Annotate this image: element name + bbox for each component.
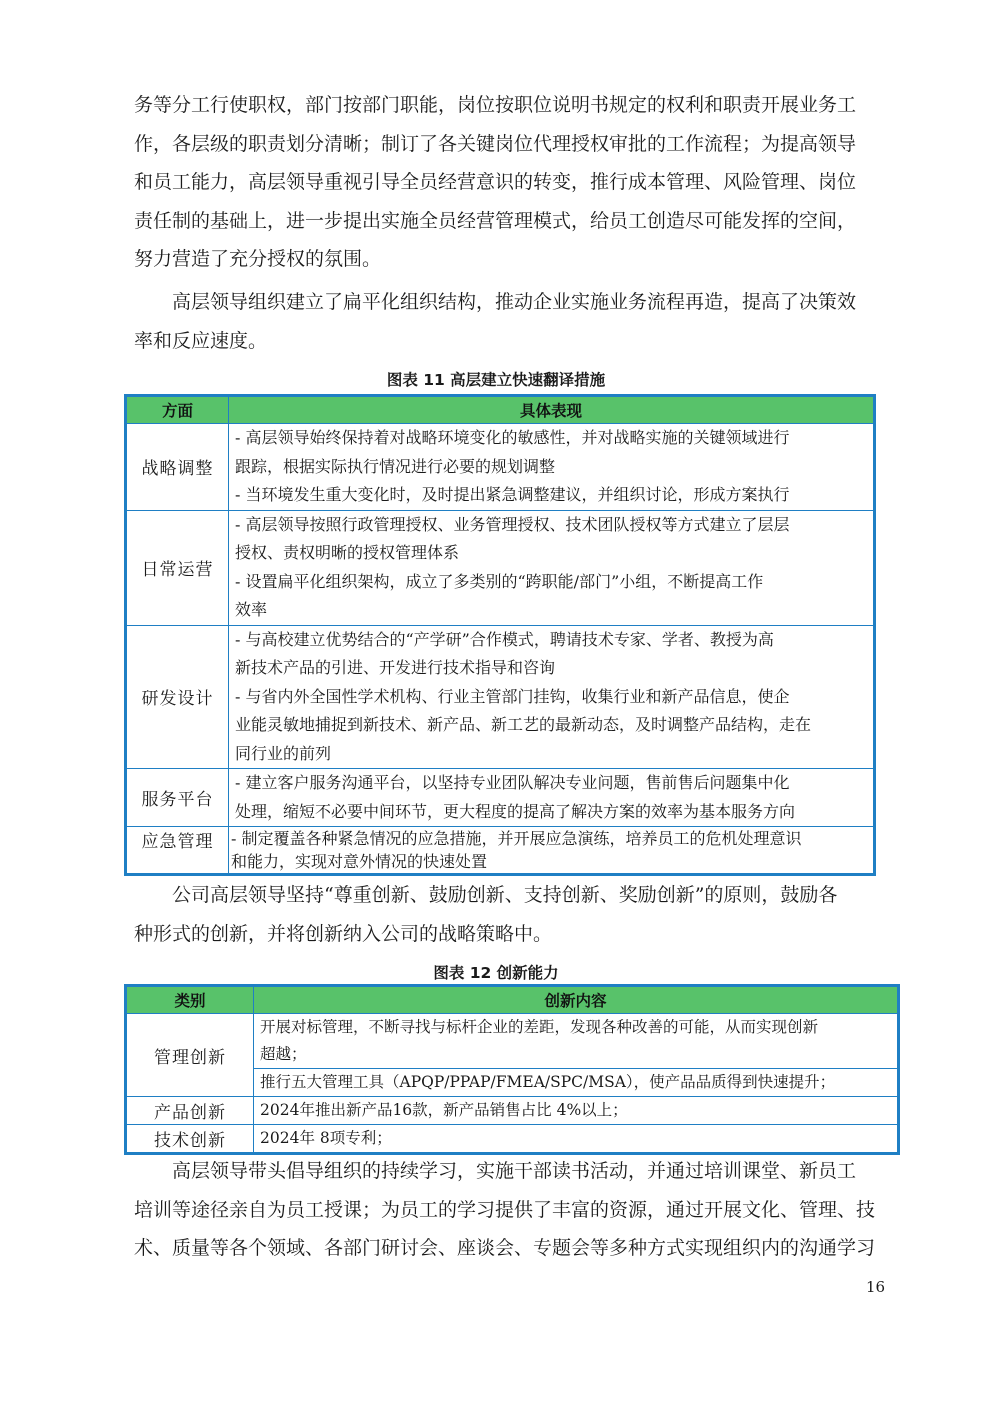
detail-line: - 设置扁平化组织架构，成立了多类别的“跨职能/部门”小组，不断提高工作: [235, 571, 764, 591]
row-detail: [229, 424, 875, 511]
text-line: 公司高层领导坚持“尊重创新、鼓励创新、支持创新、奖励创新”的原则，鼓励各: [172, 884, 838, 906]
header-aspect: 方面: [126, 396, 229, 424]
row-category: 战略调整: [126, 424, 229, 511]
detail-line: 业能灵敏地捕捉到新技术、新产品、新工艺的最新动态，及时调整产品结构，走在: [235, 715, 812, 734]
header-detail: 具体表现: [229, 396, 875, 424]
row-content: [254, 1097, 899, 1125]
text-line: 高层领导带头倡导组织的持续学习，实施干部读书活动，并通过培训课堂、新员工: [172, 1160, 857, 1182]
detail-line: - 与省内外全国性学术机构、行业主管部门挂钩，收集行业和新产品信息，使企: [235, 686, 790, 706]
row-category: 产品创新: [126, 1097, 254, 1125]
content-line: 超越；: [260, 1045, 307, 1063]
table-caption-12: 图表 12 创新能力: [433, 964, 559, 982]
detail-line: - 高层领导按照行政管理授权、业务管理授权、技术团队授权等方式建立了层层: [235, 514, 790, 534]
paragraph-innovation-principle: [134, 876, 894, 953]
content-line: 推行五大管理工具（APQP/PPAP/FMEA/SPC/MSA），使产品品质得到快速提升；: [260, 1073, 836, 1091]
row-content: [254, 1125, 899, 1154]
text-line: 和员工能力，高层领导重视引导全员经营意识的转变，推行成本管理、风险管理、岗位: [134, 171, 857, 193]
detail-line: - 高层领导始终保持着对战略环境变化的敏感性，并对战略实施的关键领域进行: [235, 428, 790, 447]
row-detail: [229, 510, 875, 625]
table-row: [126, 1014, 899, 1069]
detail-line: - 与高校建立优势结合的“产学研”合作模式，聘请技术专家、学者、教授为高: [235, 629, 774, 649]
paragraph-flat-structure: [134, 283, 894, 360]
row-category: 服务平台: [126, 769, 229, 827]
text-line: 术、质量等各个领域、各部门研讨会、座谈会、专题会等多种方式实现组织内的沟通学习: [134, 1237, 876, 1259]
detail-line: 和能力，实现对意外情况的快速处置: [231, 852, 488, 871]
table-row: [126, 1097, 899, 1125]
paragraph-continuous-learning: [134, 1152, 894, 1268]
text-line: 努力营造了充分授权的氛围。: [134, 248, 382, 270]
detail-line: 效率: [235, 600, 268, 619]
detail-line: 新技术产品的引进、开发进行技术指导和咨询: [235, 658, 556, 677]
row-detail: [229, 769, 875, 827]
table-header-row: [126, 986, 899, 1014]
text-line: 高层领导组织建立了扁平化组织结构，推动企业实施业务流程再造，提高了决策效: [172, 291, 857, 313]
row-category: 管理创新: [126, 1014, 254, 1097]
row-detail: [229, 625, 875, 769]
row-category: 日常运营: [126, 510, 229, 625]
detail-line: - 制定覆盖各种紧急情况的应急措施，并开展应急演练，培养员工的危机处理意识: [231, 829, 802, 848]
header-category: 类别: [126, 986, 254, 1014]
text-line: 务等分工行使职权，部门按部门职能，岗位按职位说明书规定的权利和职责开展业务工: [134, 94, 857, 116]
row-detail: [229, 827, 875, 875]
header-content: 创新内容: [254, 986, 899, 1014]
row-content: [254, 1069, 899, 1097]
row-category: 研发设计: [126, 625, 229, 769]
table-quick-measures: [124, 394, 876, 876]
content-line: 开展对标管理，不断寻找与标杆企业的差距，发现各种改善的可能，从而实现创新: [260, 1018, 819, 1036]
paragraph-authorization: [134, 86, 894, 279]
table-row: [126, 769, 875, 827]
detail-line: 跟踪，根据实际执行情况进行必要的规划调整: [235, 456, 556, 476]
table-header-row: [126, 396, 875, 424]
text-line: 种形式的创新，并将创新纳入公司的战略策略中。: [134, 922, 553, 945]
detail-line: - 建立客户服务沟通平台，以坚持专业团队解决专业问题，售前售后问题集中化: [235, 773, 790, 792]
table-row: [126, 827, 875, 875]
text-line: 率和反应速度。: [134, 329, 268, 352]
table-row: [126, 1125, 899, 1154]
text-line: 作，各层级的职责划分清晰；制订了各关键岗位代理授权审批的工作流程；为提高领导: [134, 132, 857, 155]
detail-line: 同行业的前列: [235, 743, 332, 763]
row-category: 技术创新: [126, 1125, 254, 1154]
table-row: [126, 424, 875, 511]
table-innovation: [124, 984, 900, 1155]
page-number: 16: [866, 1278, 886, 1296]
text-line: 培训等途径亲自为员工授课；为员工的学习提供了丰富的资源，通过开展文化、管理、技: [134, 1198, 876, 1221]
detail-line: 处理，缩短不必要中间环节，更大程度的提高了解决方案的效率为基本服务方向: [235, 801, 796, 821]
detail-line: - 当环境发生重大变化时，及时提出紧急调整建议，并组织讨论，形成方案执行: [235, 485, 790, 504]
table-row: [126, 510, 875, 625]
row-content: [254, 1014, 899, 1069]
content-line: 2024年推出新产品16款，新产品销售占比 4%以上；: [260, 1101, 628, 1119]
table-caption-11: 图表 11 高层建立快速翻译措施: [386, 371, 606, 389]
content-line: 2024年 8项专利；: [260, 1129, 392, 1147]
table-row: [126, 625, 875, 769]
text-line: 责任制的基础上，进一步提出实施全员经营管理模式，给员工创造尽可能发挥的空间，: [134, 209, 857, 232]
row-category: 应急管理: [126, 827, 229, 875]
detail-line: 授权、责权明晰的授权管理体系: [235, 543, 460, 562]
